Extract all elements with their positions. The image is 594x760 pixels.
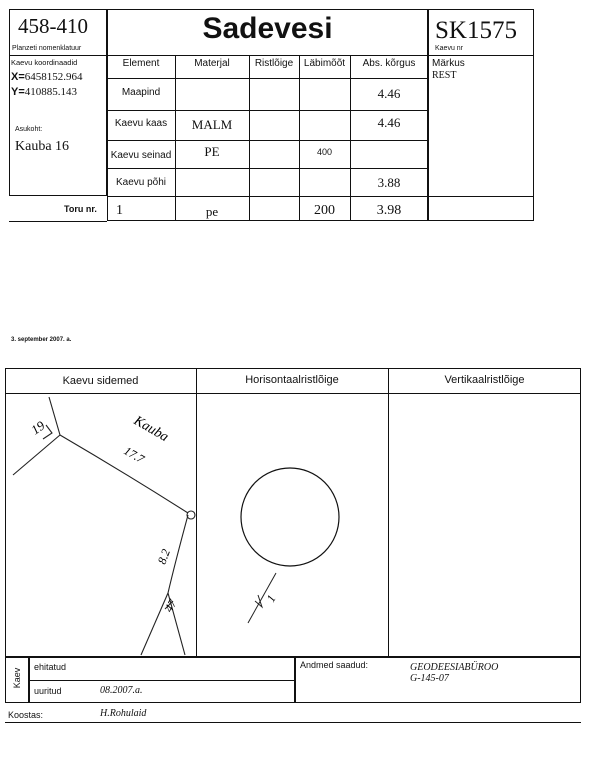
row-divider (107, 168, 428, 169)
uuritud-label: uuritud (34, 686, 62, 696)
nomenclature-code: 458-410 (18, 14, 88, 38)
andmed-value-2: G-145-07 (410, 673, 449, 684)
uuritud-value: 08.2007.a. (100, 685, 143, 696)
koostas-value: H.Rohulaid (100, 708, 147, 719)
pipe-line-main (60, 435, 188, 513)
coord-y (11, 86, 77, 98)
header-section: Ristlõige (254, 58, 294, 69)
col-title-connections: Kaevu sidemed (62, 375, 139, 387)
diagram-col-divider (388, 368, 389, 657)
row-element: Kaevu seinad (110, 150, 172, 161)
header-remark: Märkus (432, 58, 465, 69)
well-circle (241, 468, 339, 566)
construction-divider (29, 680, 295, 681)
pipe-material: pe (205, 204, 219, 219)
koostas-line (5, 722, 581, 723)
ehitatud-label: ehitatud (34, 662, 67, 672)
well-node (187, 511, 195, 519)
header-element: Element (122, 58, 160, 69)
row-element: Maapind (121, 87, 161, 98)
date-text: 3. september 2007. a. (11, 337, 72, 343)
row-element: Kaevu kaas (114, 118, 168, 129)
pipe-diameter: 200 (314, 203, 335, 218)
pipe-line-upper-left (13, 435, 60, 475)
coord-y-value: 410885.143 (24, 86, 78, 98)
row-elevation: 4.46 (377, 115, 401, 130)
pipe-number: 1 (116, 203, 123, 218)
header-diameter: Läbimõõt (303, 58, 346, 69)
coord-y-label: Y= (11, 86, 25, 98)
row-elevation: 4.46 (377, 86, 401, 101)
row-divider (428, 196, 534, 197)
row-elevation: 3.88 (377, 175, 401, 190)
pipe-label: 1 (263, 592, 279, 605)
pipe-row-label: Toru nr. (64, 204, 97, 214)
pipe-line-top (49, 397, 60, 435)
row-element: Kaevu põhi (115, 177, 167, 188)
row-divider (107, 78, 428, 79)
node-bottom-label: 47 (161, 597, 180, 615)
well-number: SK1575 (435, 17, 517, 44)
kaev-label: Kaev (12, 667, 22, 689)
location-label: Asukoht: (15, 126, 43, 133)
horizontal-section-drawing (196, 393, 388, 657)
pipe-row-underline (9, 221, 107, 222)
andmed-label: Andmed saadud: (300, 660, 369, 670)
row-material: PE (204, 144, 220, 159)
pipe-elevation: 3.98 (376, 203, 402, 218)
page-title: Sadevesi (202, 12, 333, 45)
row-divider (107, 140, 428, 141)
street-label: Kauba (131, 413, 171, 446)
distance-label: 17.7 (121, 443, 147, 467)
andmed-value-1: GEODEESIABÜROO (410, 662, 499, 673)
coord-x (11, 71, 83, 83)
distance-label: 8.2 (154, 547, 173, 567)
header-elevation: Abs. kõrgus (362, 58, 416, 69)
remark-value: REST (432, 70, 457, 81)
coordinates-label: Kaevu koordinaadid (11, 58, 78, 67)
row-divider (107, 110, 428, 111)
coord-x-value: 6458152.964 (24, 71, 83, 83)
location-value: Kauba 16 (15, 139, 70, 154)
row-divider (107, 196, 428, 197)
row-diameter: 400 (316, 147, 333, 157)
col-title-horizontal-section: Horisontaalristlõige (245, 374, 339, 386)
connections-sketch (5, 393, 196, 657)
nomenclature-label: Planzeti nomenklatuur (12, 45, 82, 52)
koostas-label: Koostas: (8, 710, 44, 720)
row-material: MALM (191, 117, 233, 132)
header-material: Materjal (194, 58, 230, 69)
well-number-label: Kaevu nr (435, 45, 464, 52)
coord-x-label: X= (11, 71, 25, 83)
col-title-vertical-section: Vertikaalristlõige (444, 374, 525, 386)
node-top-label: 19 (28, 417, 48, 438)
